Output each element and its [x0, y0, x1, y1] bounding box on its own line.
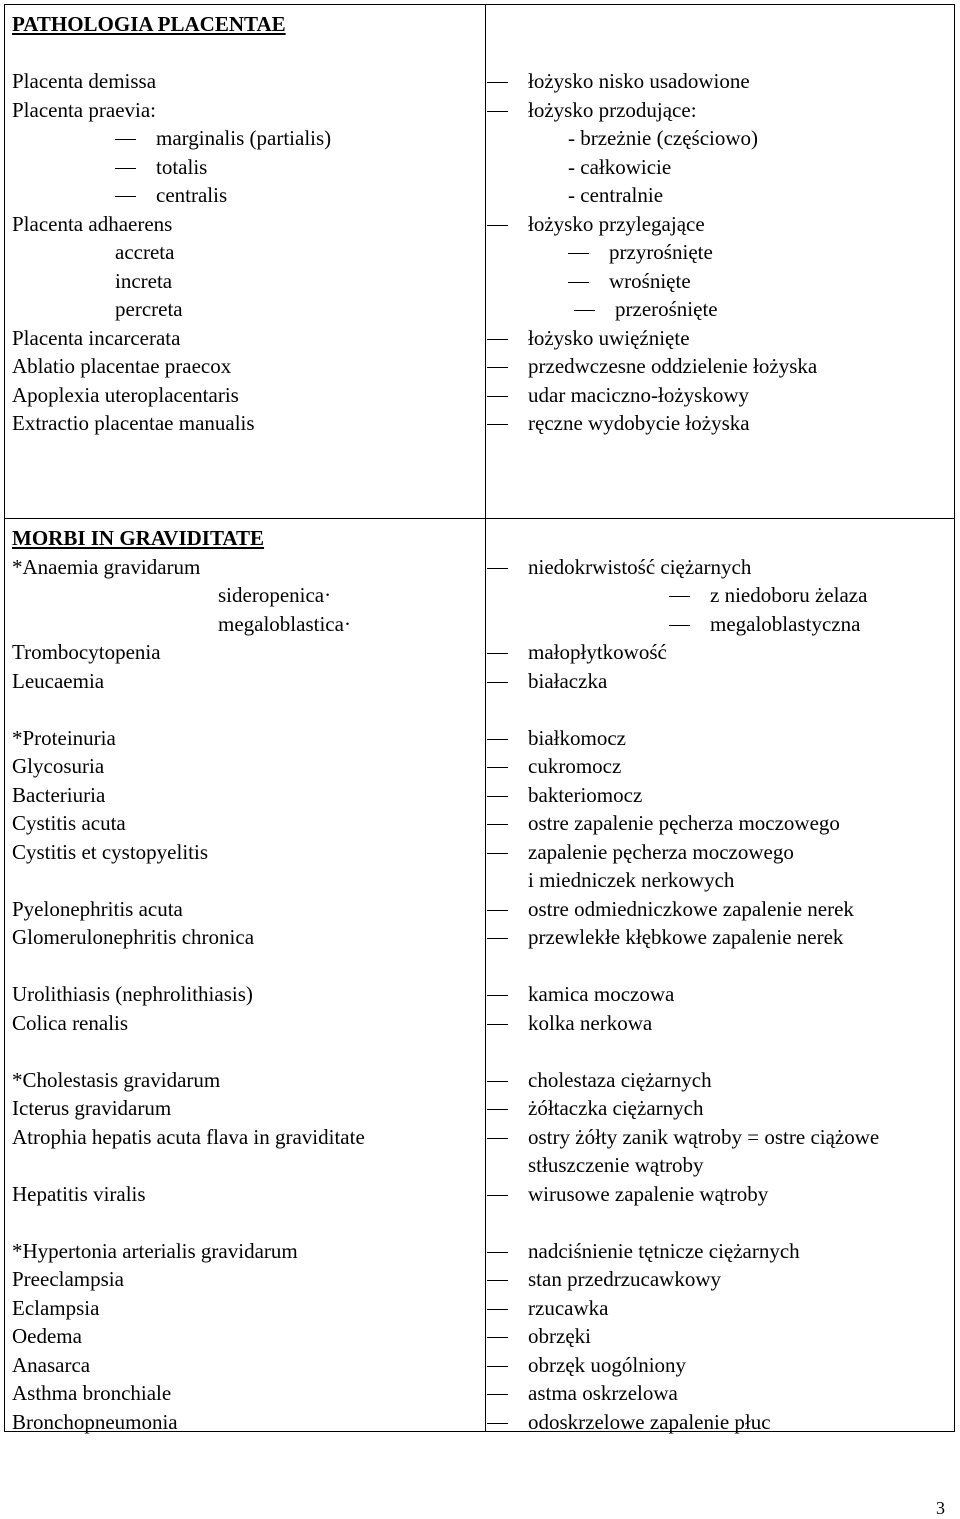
list-item-text: Placenta demissa — [12, 69, 157, 93]
list-item-text: przewlekłe kłębkowe zapalenie nerek — [528, 925, 844, 949]
list-item-text: białkomocz — [528, 725, 626, 750]
list-item-text: Cystitis et cystopyelitis — [12, 839, 209, 864]
list-item — [487, 866, 952, 895]
list-item — [12, 1265, 473, 1294]
column-divider — [485, 5, 486, 1431]
list-item-text: centralis — [156, 183, 228, 207]
list-item — [12, 1379, 473, 1408]
dash-icon — [487, 1280, 508, 1281]
list-item — [487, 267, 952, 296]
list-item-text: Atrophia hepatis acuta flava in graviditate — [12, 1124, 365, 1149]
list-item-text: increta — [115, 268, 173, 293]
list-item-text: marginalis (partialis) — [156, 126, 332, 150]
dash-icon — [487, 995, 508, 996]
list-item-text: obrzęk uogólniony — [528, 1352, 687, 1377]
dash-icon — [487, 824, 508, 825]
section-divider — [5, 518, 954, 519]
dash-icon — [487, 1081, 508, 1082]
list-item — [487, 638, 952, 667]
page-number: 3 — [936, 1498, 945, 1518]
list-item-text: przedwczesne oddzielenie łożyska — [528, 354, 818, 378]
list-item-text: Oedema — [12, 1324, 82, 1348]
blank-line — [487, 695, 952, 724]
list-item-text: - centralnie — [568, 183, 664, 207]
list-item — [12, 1066, 473, 1095]
list-item — [12, 153, 473, 182]
blank-line — [487, 1037, 952, 1066]
list-item-text: Bronchopneumonia — [12, 1409, 178, 1434]
list-item — [487, 1351, 952, 1380]
list-item — [12, 581, 473, 610]
list-item — [487, 923, 952, 952]
dash-icon — [487, 367, 508, 368]
list-item — [487, 724, 952, 753]
list-item — [487, 1265, 952, 1294]
list-item-text: - brzeżnie (częściowo) — [568, 126, 759, 150]
list-item-text: i miedniczek nerkowych — [528, 868, 735, 892]
list-item-text: Ablatio placentae praecox — [12, 354, 232, 378]
list-item — [12, 1123, 473, 1152]
dash-icon — [115, 168, 136, 169]
list-item — [12, 381, 473, 410]
dash-icon — [669, 625, 690, 626]
list-item-text: accreta — [115, 240, 175, 264]
list-item — [12, 667, 473, 696]
section1-title: PATHOLOGIA PLACENTAE — [12, 12, 286, 36]
dash-icon — [487, 1366, 508, 1367]
list-item — [12, 324, 473, 353]
list-item-text: Pyelonephritis acuta — [12, 896, 183, 921]
list-item-text: przerośnięte — [615, 297, 718, 321]
list-item — [12, 295, 473, 324]
list-item — [12, 809, 473, 838]
list-item — [487, 838, 952, 867]
blank-line — [12, 1037, 473, 1066]
list-item — [12, 124, 473, 153]
list-item-text: zapalenie pęcherza moczowego — [528, 839, 794, 864]
list-item-text: Icterus gravidarum — [12, 1096, 172, 1120]
dash-icon — [574, 310, 595, 311]
list-item-text: Hepatitis viralis — [12, 1181, 146, 1206]
dash-icon — [487, 82, 508, 83]
list-item-text: Glycosuria — [12, 754, 105, 778]
list-item-text: Placenta incarcerata — [12, 325, 181, 350]
list-item-text: rzucawka — [528, 1295, 609, 1320]
list-item — [487, 809, 952, 838]
list-item — [12, 1180, 473, 1209]
dash-icon — [487, 767, 508, 768]
list-item — [12, 238, 473, 267]
list-item-text: totalis — [156, 154, 208, 179]
list-item-text: Urolithiasis (nephrolithiasis) — [12, 982, 253, 1006]
list-item — [12, 1408, 473, 1437]
dash-icon — [487, 1109, 508, 1110]
dash-icon — [568, 282, 589, 283]
blank-line — [12, 695, 473, 724]
list-item — [12, 67, 473, 96]
dash-icon — [487, 853, 508, 854]
dash-icon — [487, 1309, 508, 1310]
list-item — [487, 895, 952, 924]
list-item — [12, 1237, 473, 1266]
list-item-text: odoskrzelowe zapalenie płuc — [528, 1409, 771, 1434]
list-item — [487, 667, 952, 696]
section2-latin-list — [12, 553, 473, 1437]
list-item — [487, 124, 952, 153]
dash-icon — [487, 339, 508, 340]
dash-icon — [487, 938, 508, 939]
list-item — [12, 352, 473, 381]
dash-icon — [487, 910, 508, 911]
list-item — [487, 1294, 952, 1323]
list-item — [487, 581, 952, 610]
list-item-text: małopłytkowość — [528, 640, 667, 664]
list-item — [487, 210, 952, 239]
dash-icon — [487, 1252, 508, 1253]
dash-icon — [487, 682, 508, 683]
list-item-text: sideropenica· — [218, 583, 332, 607]
section2-title: MORBI IN GRAVIDITATE — [12, 526, 265, 550]
list-item-text: ostre odmiedniczkowe zapalenie nerek — [528, 896, 854, 921]
list-item-text: ręczne wydobycie łożyska — [528, 411, 750, 435]
section1-latin-list — [12, 67, 473, 438]
list-item — [12, 96, 473, 125]
list-item-text: stłuszczenie wątroby — [528, 1153, 704, 1177]
list-item — [487, 1408, 952, 1437]
list-item-text: *Anaemia gravidarum — [12, 554, 201, 579]
list-item — [12, 923, 473, 952]
list-item-text: Placenta praevia: — [12, 97, 157, 122]
list-item-text: kamica moczowa — [528, 982, 675, 1006]
list-item — [487, 1237, 952, 1266]
list-item — [487, 980, 952, 1009]
dash-icon — [487, 424, 508, 425]
list-item — [487, 153, 952, 182]
list-item — [487, 781, 952, 810]
list-item — [12, 980, 473, 1009]
list-item-text: Placenta adhaerens — [12, 211, 173, 236]
list-item-text: stan przedrzucawkowy — [528, 1267, 721, 1291]
list-item-text: ostre zapalenie pęcherza moczowego — [528, 811, 840, 835]
list-item-text: udar maciczno-łożyskowy — [528, 382, 750, 407]
list-item — [487, 1066, 952, 1095]
list-item — [487, 610, 952, 639]
list-item-text: Trombocytopenia — [12, 640, 161, 664]
list-item-text: ostry żółty zanik wątroby = ostre ciążowe — [528, 1124, 880, 1149]
dash-icon — [487, 739, 508, 740]
list-item — [487, 553, 952, 582]
list-item-text: astma oskrzelowa — [528, 1381, 678, 1405]
section2-left-column — [12, 524, 473, 1436]
blank-line — [487, 952, 952, 981]
list-item — [487, 381, 952, 410]
document-table — [4, 4, 955, 1432]
list-item-text: przyrośnięte — [609, 240, 713, 264]
list-item — [12, 838, 473, 867]
list-item — [12, 1009, 473, 1038]
blank-line — [12, 1208, 473, 1237]
blank-line — [487, 39, 952, 68]
list-item-text: kolka nerkowa — [528, 1010, 653, 1035]
list-item-text: niedokrwistość ciężarnych — [528, 554, 752, 579]
list-item-text: - całkowicie — [568, 154, 672, 179]
list-item — [487, 295, 952, 324]
list-item — [12, 781, 473, 810]
list-item-text: nadciśnienie tętnicze ciężarnych — [528, 1238, 800, 1263]
list-item-text: Apoplexia uteroplacentaris — [12, 382, 239, 407]
blank-line — [12, 952, 473, 981]
section1-left-column — [12, 10, 473, 438]
list-item — [12, 267, 473, 296]
list-item-text: Colica renalis — [12, 1010, 129, 1035]
list-item — [12, 610, 473, 639]
list-item — [12, 724, 473, 753]
dash-icon — [487, 225, 508, 226]
list-item — [487, 1123, 952, 1152]
list-item — [487, 1009, 952, 1038]
dash-icon — [487, 1024, 508, 1025]
list-item-text: wrośnięte — [609, 268, 691, 293]
list-item-text: wirusowe zapalenie wątroby — [528, 1181, 769, 1206]
list-item-text: łożysko uwięźnięte — [528, 325, 690, 350]
section1-right-column — [487, 10, 952, 438]
dash-icon — [487, 653, 508, 654]
dash-icon — [568, 253, 589, 254]
dash-icon — [487, 796, 508, 797]
blank-line — [487, 1208, 952, 1237]
section1-polish-list — [487, 39, 952, 438]
list-item-text: cholestaza ciężarnych — [528, 1067, 712, 1092]
list-item — [487, 1379, 952, 1408]
list-item-text: Cystitis acuta — [12, 811, 126, 835]
dash-icon — [487, 568, 508, 569]
list-item — [487, 1322, 952, 1351]
list-item — [487, 1151, 952, 1180]
blank-line — [12, 866, 473, 895]
dash-icon — [487, 1394, 508, 1395]
list-item-text: Asthma bronchiale — [12, 1381, 172, 1405]
list-item — [12, 553, 473, 582]
list-item-text: łożysko przylegające — [528, 211, 705, 236]
list-item-text: łożysko nisko usadowione — [528, 69, 750, 93]
list-item-text: żółtaczka ciężarnych — [528, 1096, 704, 1120]
list-item-text: megaloblastyczna — [710, 611, 861, 636]
dash-icon — [487, 111, 508, 112]
list-item — [12, 409, 473, 438]
list-item-text: Eclampsia — [12, 1295, 100, 1320]
list-item — [12, 895, 473, 924]
list-item-text: z niedoboru żelaza — [710, 583, 868, 607]
dash-icon — [487, 1337, 508, 1338]
list-item-text: łożysko przodujące: — [528, 97, 697, 122]
list-item — [487, 752, 952, 781]
list-item — [487, 238, 952, 267]
dash-icon — [669, 596, 690, 597]
list-item-text: bakteriomocz — [528, 782, 643, 807]
dash-icon — [115, 139, 136, 140]
list-item — [12, 1351, 473, 1380]
list-item — [12, 638, 473, 667]
list-item-text: białaczka — [528, 668, 608, 693]
list-item — [12, 752, 473, 781]
list-item — [487, 67, 952, 96]
list-item-text: obrzęki — [528, 1324, 591, 1348]
list-item-text: *Hypertonia arterialis gravidarum — [12, 1238, 298, 1263]
list-item — [487, 352, 952, 381]
list-item — [487, 96, 952, 125]
dash-icon — [115, 196, 136, 197]
dash-icon — [487, 396, 508, 397]
list-item-text: Glomerulonephritis chronica — [12, 925, 255, 949]
list-item-text: Leucaemia — [12, 668, 105, 693]
list-item-text: Preeclampsia — [12, 1267, 124, 1291]
list-item — [12, 1294, 473, 1323]
list-item — [487, 181, 952, 210]
section2-right-column — [487, 524, 952, 1436]
list-item-text: Anasarca — [12, 1352, 91, 1377]
list-item — [487, 409, 952, 438]
list-item — [12, 181, 473, 210]
list-item-text: Extractio placentae manualis — [12, 411, 255, 435]
list-item-text: megaloblastica· — [218, 611, 351, 636]
dash-icon — [487, 1423, 508, 1424]
list-item-text: *Proteinuria — [12, 725, 116, 750]
list-item-text: cukromocz — [528, 754, 622, 778]
list-item — [12, 210, 473, 239]
dash-icon — [487, 1138, 508, 1139]
dash-icon — [487, 1195, 508, 1196]
list-item — [12, 1322, 473, 1351]
blank-line — [12, 1151, 473, 1180]
list-item — [487, 324, 952, 353]
list-item — [12, 1094, 473, 1123]
section2-polish-list — [487, 553, 952, 1437]
list-item — [487, 1094, 952, 1123]
list-item-text: Bacteriuria — [12, 782, 106, 807]
list-item — [487, 1180, 952, 1209]
list-item-text: *Cholestasis gravidarum — [12, 1067, 221, 1092]
list-item-text: percreta — [115, 297, 183, 321]
